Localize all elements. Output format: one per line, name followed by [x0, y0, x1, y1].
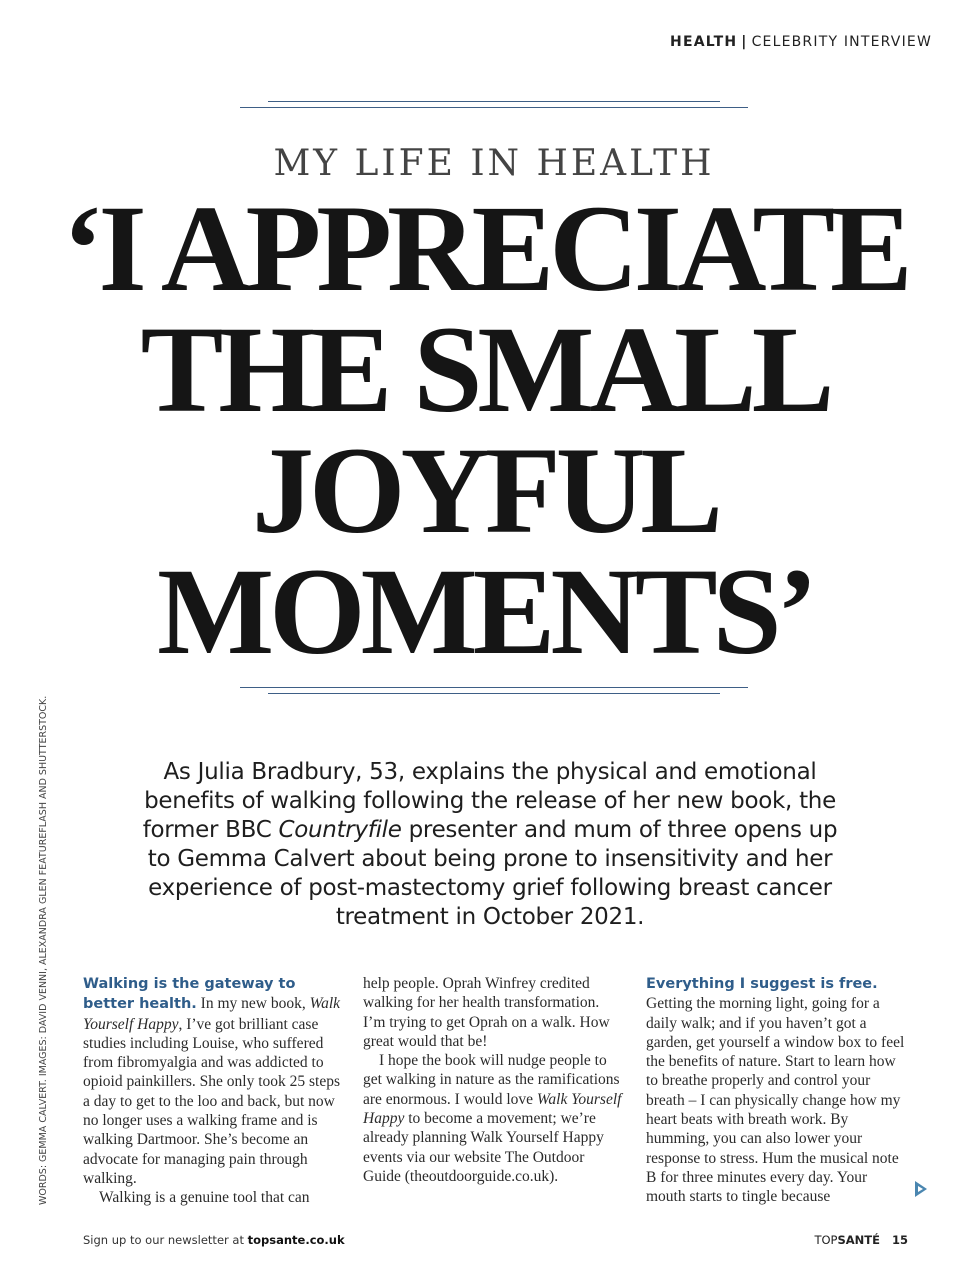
headline-line-4: MOMENTS’ — [157, 543, 813, 680]
body-column-2 — [363, 974, 625, 1186]
book-title: Walk Yourself Happy — [83, 995, 341, 1033]
text-run: I hope the book will nudge people to get walking in nature as the ramifications are enormous. I would love — [363, 1052, 620, 1108]
text-run: to become a movement; we’re already planning Walk Yourself Happy events via our website The Outdoor Guide (theoutdoorguide.co.uk). — [363, 1110, 604, 1185]
standfirst-text-a: As Julia Bradbury, 53, explains the physical and emotional benefits of walking following the release of her new book, the former BBC — [142, 759, 836, 843]
headline-line-3: JOYFUL — [252, 422, 718, 559]
paragraph — [83, 974, 345, 1188]
lead-in: Everything I suggest is free. — [646, 976, 878, 992]
paragraph — [363, 1051, 625, 1186]
paragraph — [646, 974, 908, 994]
book-title: Walk Yourself Happy — [363, 1090, 622, 1128]
bottom-rule-1 — [240, 687, 748, 688]
brand-sante: SANTÉ — [837, 1233, 880, 1247]
headline-line-1: ‘I APPRECIATE — [62, 180, 908, 317]
headline — [60, 180, 910, 680]
kicker: MY LIFE IN HEALTH — [273, 143, 715, 184]
photo-credit: WORDS: GEMMA CALVERT. IMAGES: DAVID VENNI, ALEXANDRA GLEN FEATUREFLASH AND SHUTTERSTOCK. — [38, 695, 49, 1205]
section-tag — [670, 34, 932, 50]
text-run: , I’ve got brilliant case studies including Louise, who suffered from fibromyalgia and was addicted to opioid painkillers. She only took 25 steps a day to get to the loo and back, but now no longer uses a walking frame and is walking Dartmoor. She’s become an advocate for managing pain through walking. — [83, 1015, 341, 1187]
subsection-label: CELEBRITY INTERVIEW — [751, 34, 932, 50]
top-rule-2 — [240, 107, 748, 108]
page-number: 15 — [891, 1233, 908, 1247]
standfirst-italic: Countryfile — [278, 817, 402, 843]
bottom-rule-2 — [268, 693, 720, 694]
newsletter-text: Sign up to our newsletter at — [83, 1233, 248, 1247]
standfirst — [140, 758, 840, 932]
newsletter-note — [83, 1233, 345, 1247]
paragraph: Walking is a genuine tool that can — [99, 1189, 310, 1207]
newsletter-link[interactable]: topsante.co.uk — [247, 1233, 345, 1247]
top-rule-1 — [268, 101, 720, 102]
standfirst-text-b: presenter and mum of three opens up to Gemma Calvert about being prone to insensitivity and her experience of post-mastectomy grief following breast cancer treatment in October 2021. — [147, 817, 838, 930]
brand-top: TOP — [814, 1233, 838, 1247]
section-separator: | — [741, 34, 748, 50]
paragraph: help people. Oprah Winfrey credited walking for her health transformation. I’m trying to get Oprah on a walk. How great would that be! — [363, 975, 610, 1050]
section-label: HEALTH — [670, 34, 738, 50]
paragraph: Getting the morning light, going for a daily walk; and if you haven’t got a garden, get yourself a window box to feel the benefits of nature. Start to learn how to breathe properly and control your breath – I can physically change how my heart beats with breath work. By humming, you can also lower your response to stress. Hum the musical note B for three minutes every day. Your mouth starts to tingle because — [646, 995, 905, 1206]
text-run: In my new book, — [196, 995, 310, 1013]
continue-arrow-icon — [914, 1180, 928, 1198]
folio — [814, 1233, 908, 1247]
body-column-1 — [83, 974, 345, 1208]
lead-in: Walking is the gateway to better health. — [83, 976, 296, 1013]
headline-line-2: THE SMALL — [140, 301, 830, 438]
body-column-3 — [646, 974, 908, 1207]
